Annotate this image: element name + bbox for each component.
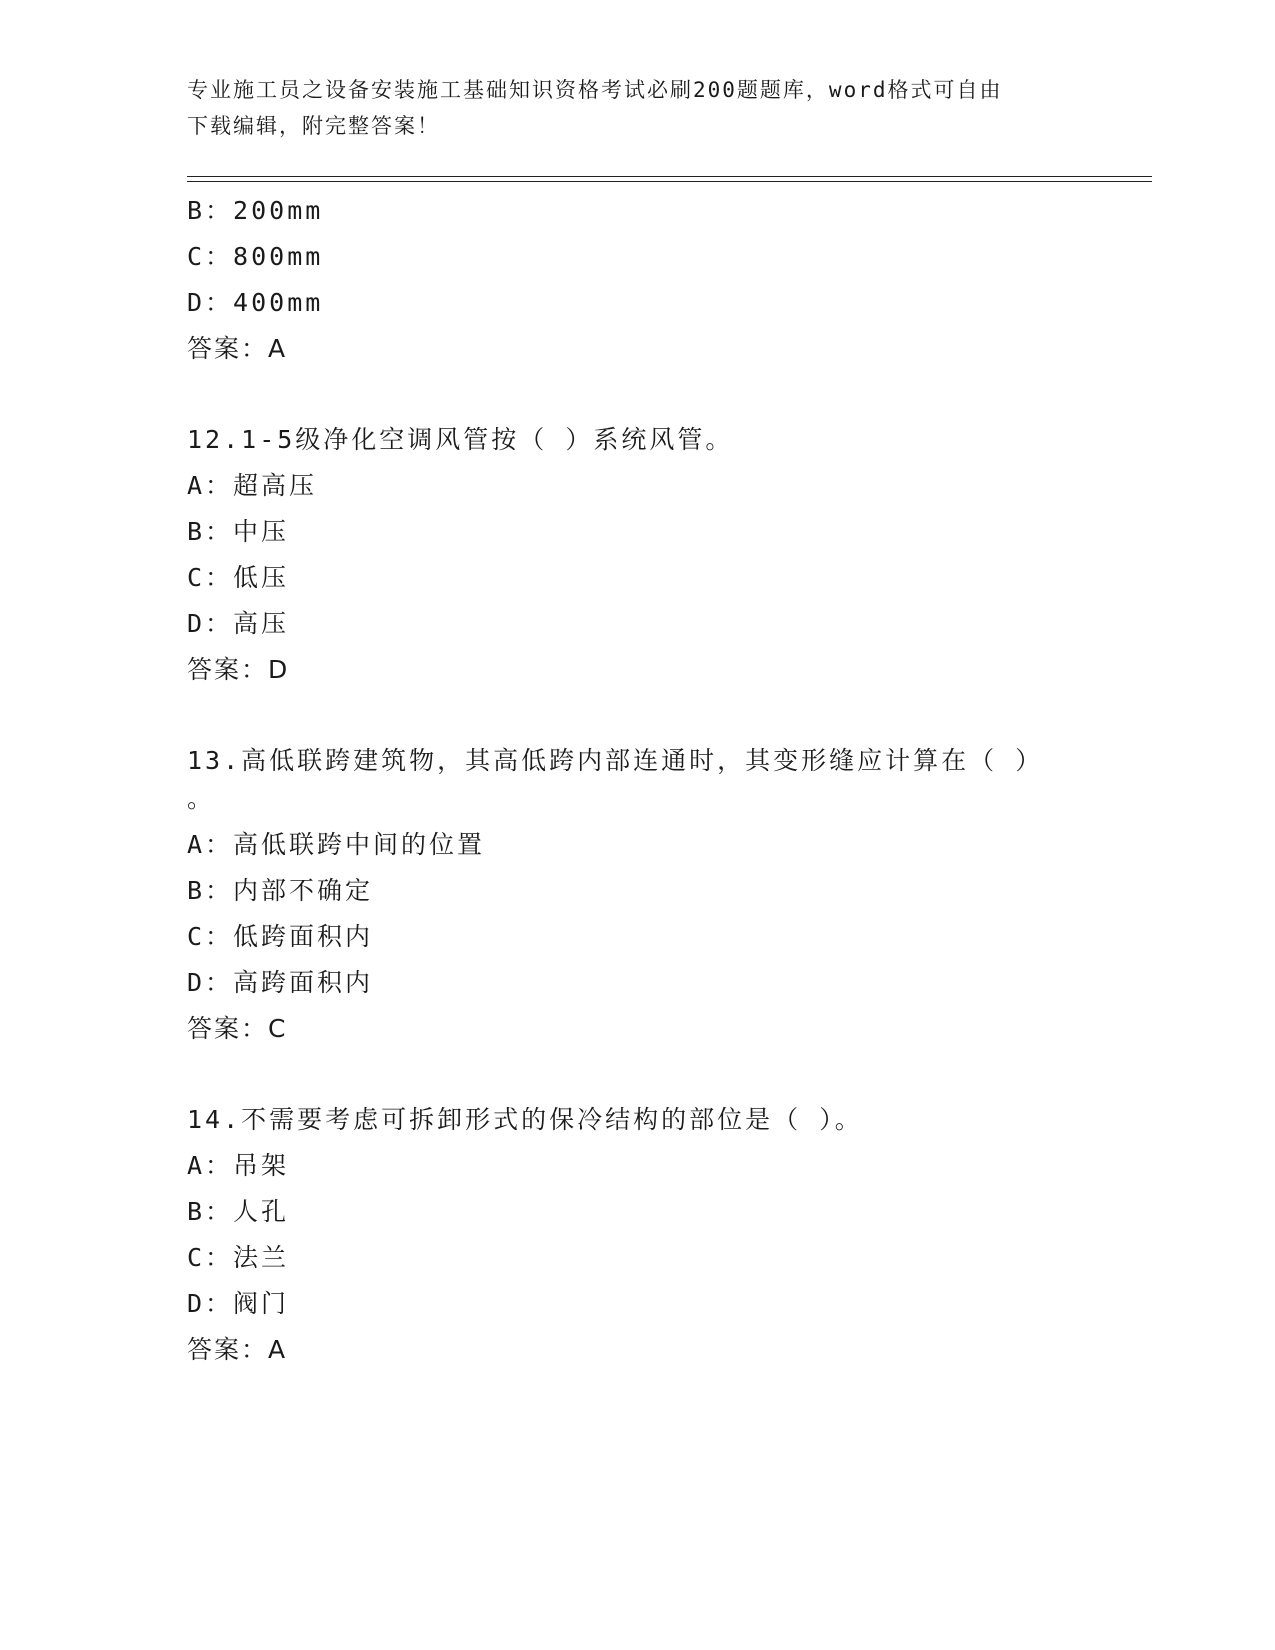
option-c: C：低跨面积内	[187, 922, 374, 951]
question-text: 14.不需要考虑可拆卸形式的保冷结构的部位是（ ）。	[187, 1105, 863, 1134]
document-header	[187, 72, 1067, 144]
answer: 答案：A	[187, 334, 288, 363]
question-12	[187, 417, 1067, 693]
option-c: C：低压	[187, 563, 290, 592]
header-line-1: 专业施工员之设备安装施工基础知识资格考试必刷200题题库，word格式可自由	[187, 78, 1003, 102]
spacer	[187, 693, 1067, 738]
option-c: C：法兰	[187, 1243, 290, 1272]
question-text-continuation: 。	[187, 784, 216, 813]
header-line-2: 下载编辑，附完整答案！	[187, 114, 440, 138]
option-d: D：高压	[187, 609, 290, 638]
answer: 答案：C	[187, 1014, 288, 1043]
option-b: B：人孔	[187, 1197, 290, 1226]
question-text: 12.1-5级净化空调风管按（ ）系统风管。	[187, 425, 734, 454]
option-c: C：800mm	[187, 242, 324, 271]
header-rule-top	[187, 176, 1152, 177]
answer: 答案：A	[187, 1335, 288, 1364]
option-a: A：超高压	[187, 471, 318, 500]
option-b: B：内部不确定	[187, 876, 374, 905]
question-13	[187, 738, 1067, 1052]
option-a: A：吊架	[187, 1151, 290, 1180]
option-b: B：中压	[187, 517, 290, 546]
option-b: B：200mm	[187, 196, 324, 225]
question-11-tail	[187, 188, 1067, 372]
question-text: 13.高低联跨建筑物，其高低跨内部连通时，其变形缝应计算在（ ）	[187, 746, 1044, 775]
question-14	[187, 1097, 1067, 1373]
option-a: A：高低联跨中间的位置	[187, 830, 486, 859]
header-rule-bottom	[187, 181, 1152, 182]
spacer	[187, 372, 1067, 417]
spacer	[187, 1052, 1067, 1097]
question-list	[187, 188, 1067, 1373]
answer: 答案：D	[187, 655, 290, 684]
option-d: D：阀门	[187, 1289, 290, 1318]
option-d: D：400mm	[187, 288, 324, 317]
option-d: D：高跨面积内	[187, 968, 374, 997]
